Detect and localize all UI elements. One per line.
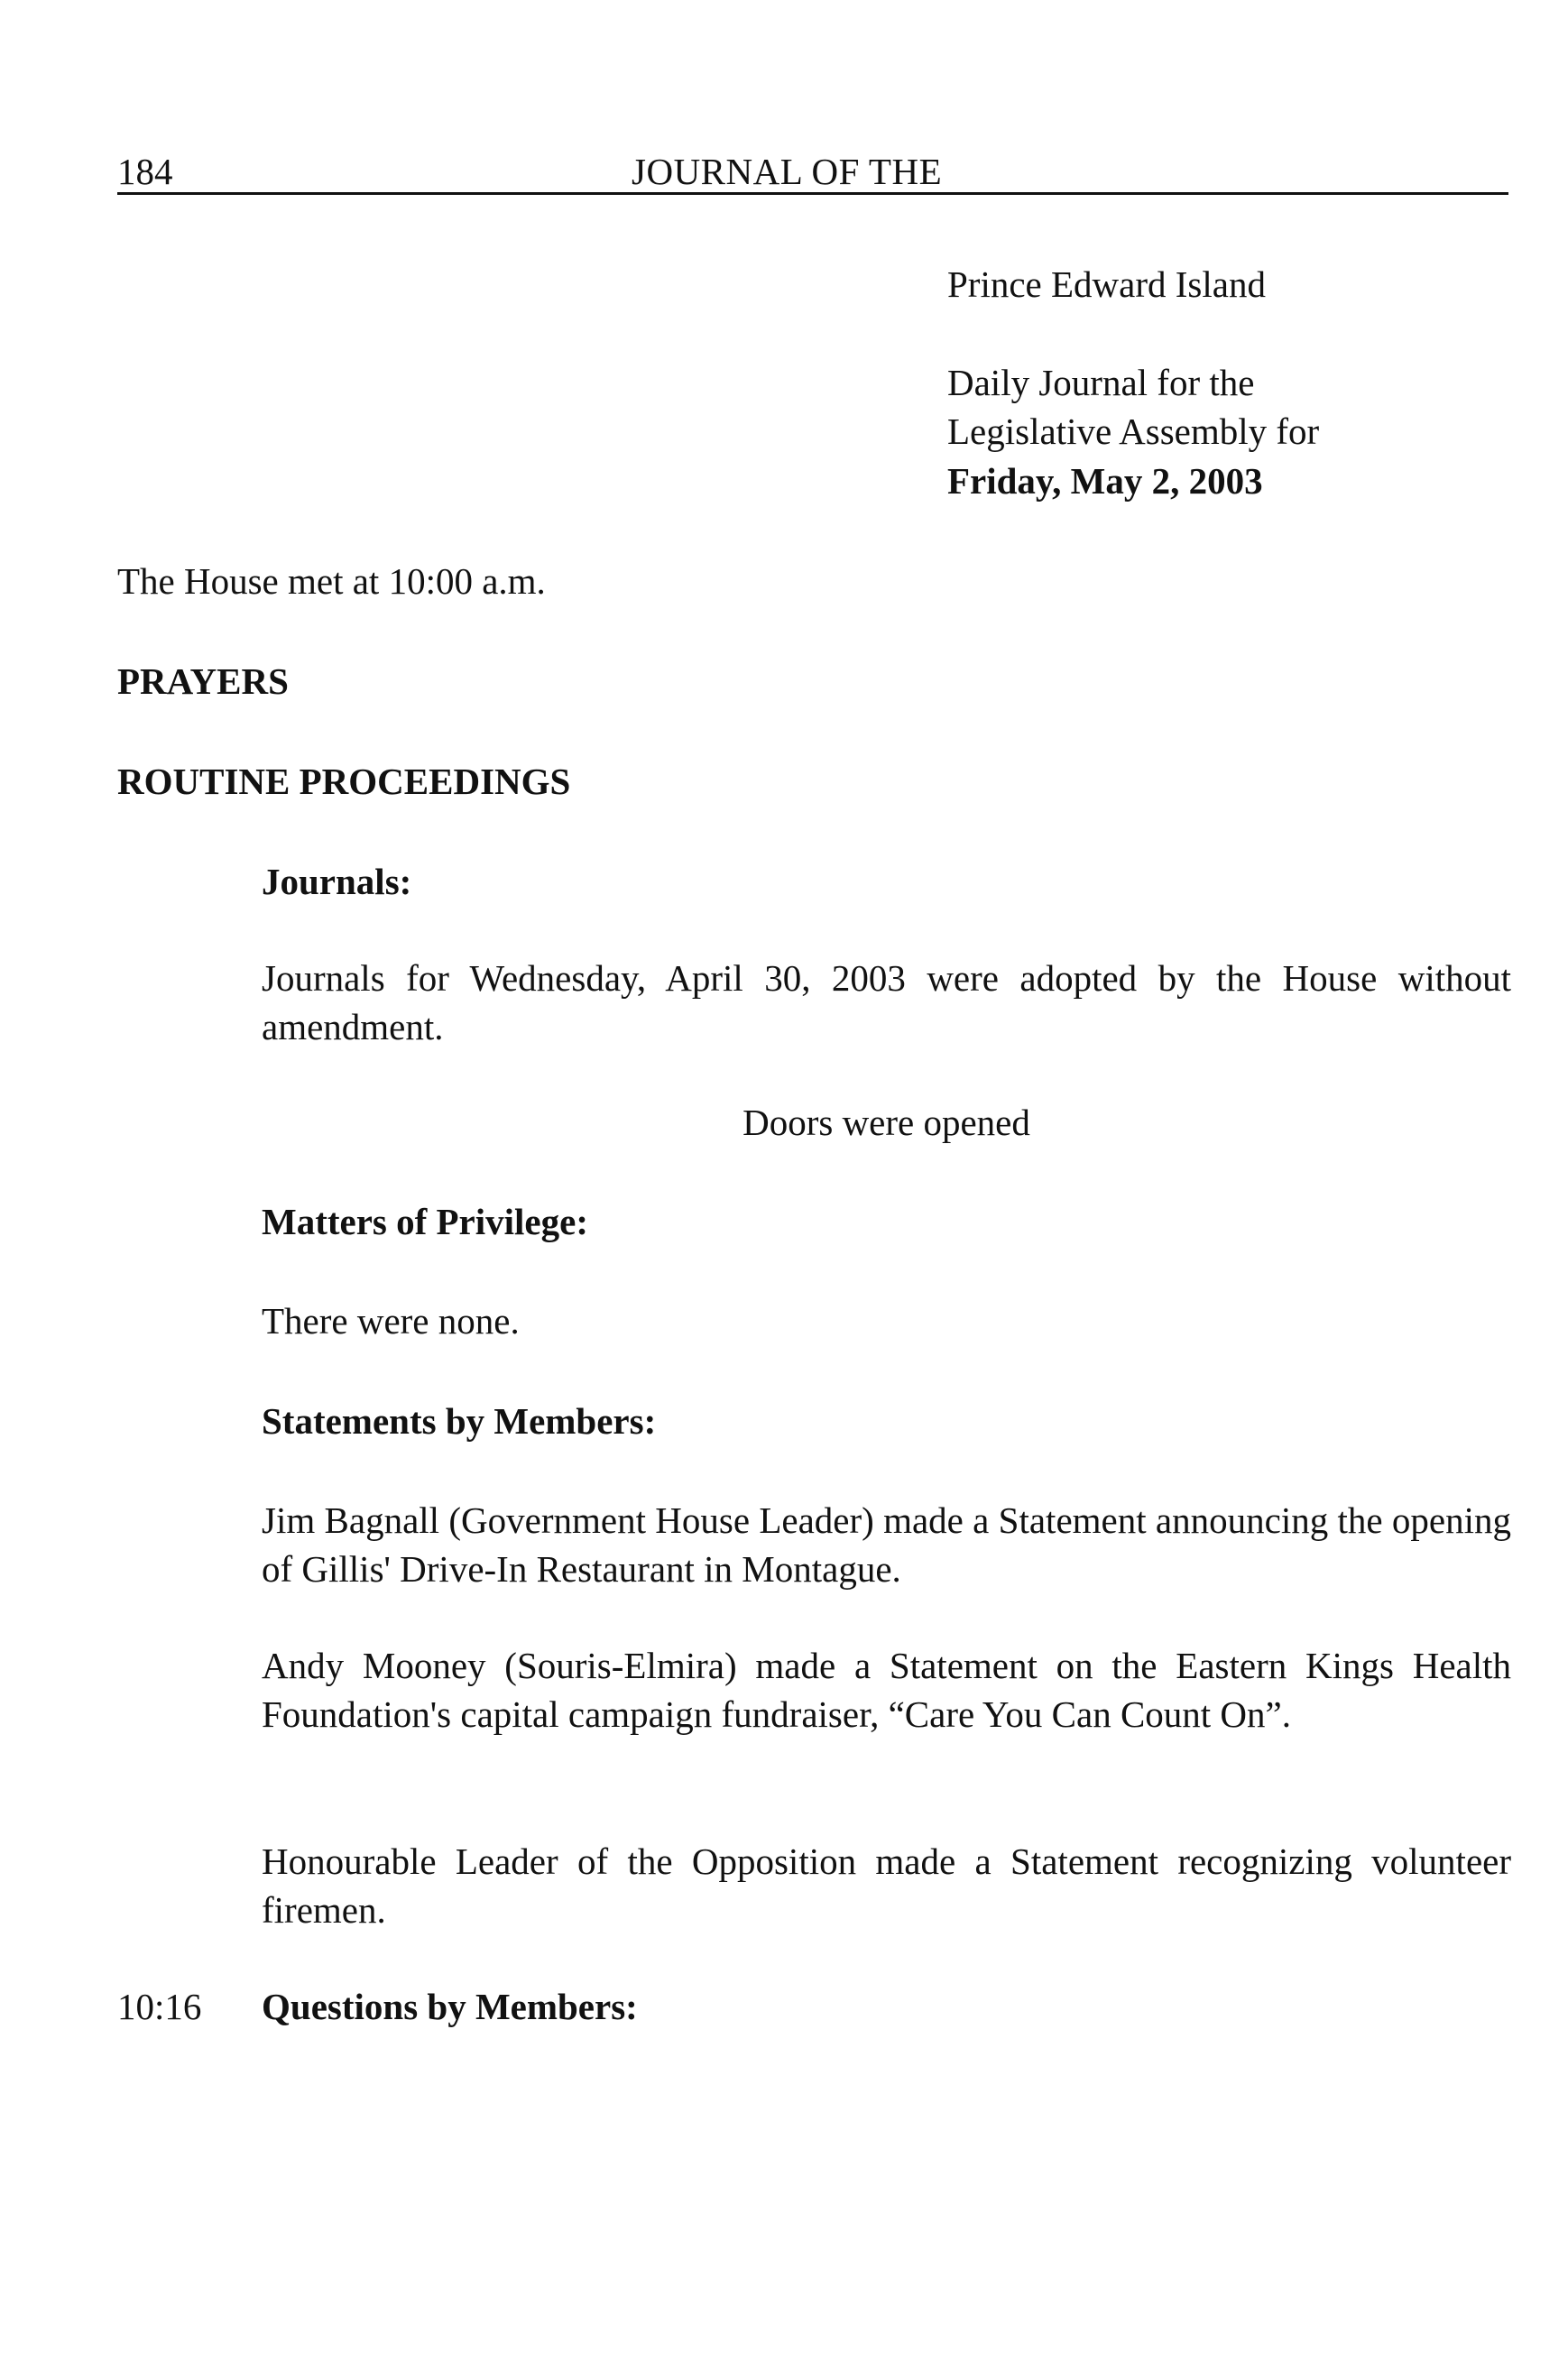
house-met-time: The House met at 10:00 a.m. (117, 560, 546, 602)
journals-paragraph: Journals for Wednesday, April 30, 2003 were adopted by the House without amendment. (262, 957, 1511, 1047)
journals-heading: Journals: (262, 861, 412, 902)
statements-heading: Statements by Members: (262, 1400, 657, 1442)
privilege-heading: Matters of Privilege: (262, 1201, 588, 1242)
masthead-line-1: Daily Journal for the (947, 362, 1255, 403)
sitting-date: Friday, May 2, 2003 (947, 460, 1263, 502)
province-name: Prince Edward Island (947, 263, 1266, 305)
page-number: 184 (117, 151, 173, 192)
routine-proceedings-heading: ROUTINE PROCEEDINGS (117, 761, 571, 802)
statement-paragraph: Andy Mooney (Souris-Elmira) made a Statement on the Eastern Kings Health Foundation's capital campaign fundraiser, “Care You Can Count On”. (262, 1645, 1511, 1735)
privilege-text: There were none. (262, 1300, 520, 1342)
questions-time: 10:16 (117, 1986, 202, 2027)
running-head: JOURNAL OF THE (632, 151, 943, 192)
statement-paragraph: Jim Bagnall (Government House Leader) made a Statement announcing the opening of Gillis' Drive-In Restaurant in Montague. (262, 1499, 1511, 1590)
header-rule (117, 192, 1508, 195)
questions-heading: Questions by Members: (262, 1986, 638, 2027)
prayers-heading: PRAYERS (117, 660, 289, 702)
doors-opened-note: Doors were opened (742, 1102, 1030, 1143)
statement-paragraph: Honourable Leader of the Opposition made a Statement recognizing volunteer firemen. (262, 1840, 1511, 1931)
masthead-line-2: Legislative Assembly for (947, 411, 1320, 452)
